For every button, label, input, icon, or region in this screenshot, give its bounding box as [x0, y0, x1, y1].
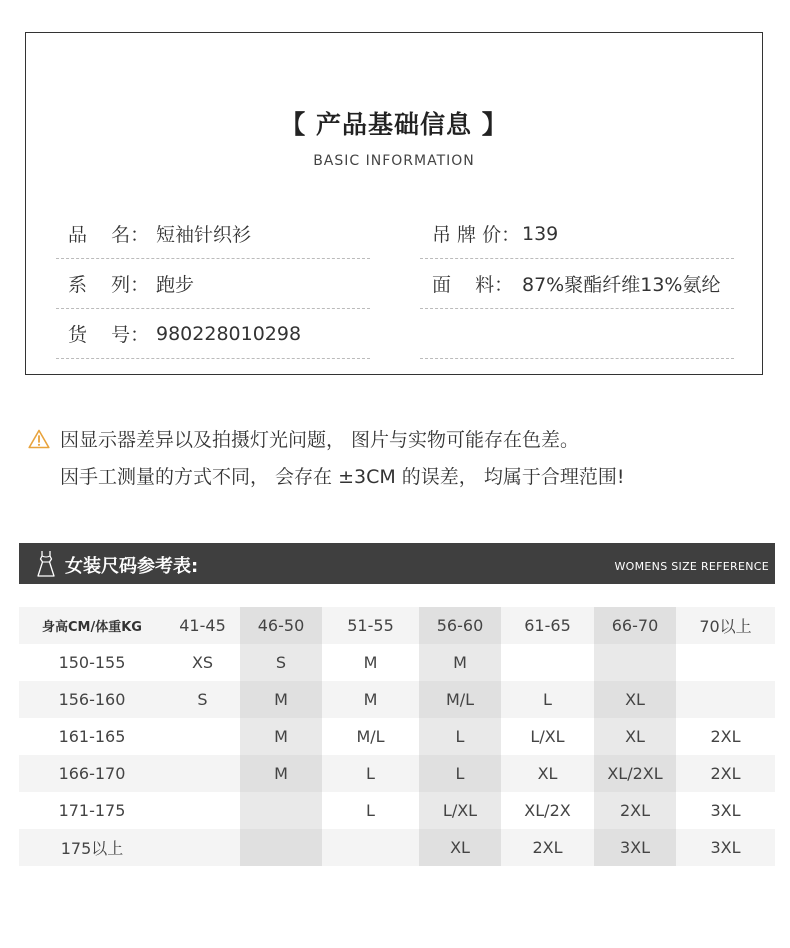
notice-line-2 — [28, 457, 624, 494]
table-cell: 3XL — [710, 838, 741, 857]
table-cell: XS — [191, 653, 214, 672]
table-cell — [165, 755, 240, 792]
info-value: 跑步 — [156, 274, 195, 296]
info-label: 品 名： — [68, 224, 150, 246]
table-cell — [676, 644, 775, 681]
table-header-cell: 46-50 — [240, 607, 322, 644]
size-chart-header-bar — [19, 543, 775, 584]
info-row-fabric — [420, 259, 734, 309]
table-cell: XL — [594, 681, 676, 718]
table-cell: L/XL — [530, 727, 565, 746]
info-row-empty — [420, 309, 734, 359]
info-value: 139 — [522, 222, 559, 245]
table-row — [19, 755, 775, 792]
info-subtitle: BASIC INFORMATION — [313, 153, 475, 169]
table-cell: M — [240, 718, 322, 755]
info-value: 短袖针织衫 — [156, 224, 252, 246]
info-row-name — [56, 209, 370, 259]
info-label: 面 料： — [432, 274, 514, 296]
info-column-right — [420, 209, 734, 359]
notice-line-1 — [28, 420, 624, 457]
table-cell: L — [419, 718, 501, 755]
table-cell: L — [366, 801, 375, 820]
product-info-box — [25, 32, 763, 375]
table-cell: M/L — [419, 681, 501, 718]
info-column-left — [56, 209, 370, 359]
notice-text-2: 因手工测量的方式不同， 会存在 ±3CM 的误差， 均属于合理范围! — [60, 466, 625, 488]
info-label: 系 列： — [68, 274, 150, 296]
size-table-header-row — [19, 607, 775, 644]
table-cell: M — [363, 690, 378, 709]
table-cell: M — [240, 755, 322, 792]
info-title: 【 产品基础信息 】 — [280, 110, 508, 139]
table-cell: 2XL — [710, 727, 741, 746]
table-cell: 166-170 — [58, 764, 126, 783]
table-row — [19, 792, 775, 829]
info-value: 87%聚酯纤维13%氨纶 — [522, 274, 721, 296]
table-cell: M/L — [356, 727, 385, 746]
table-cell: 2XL — [532, 838, 563, 857]
table-cell — [594, 644, 676, 681]
table-cell — [165, 829, 240, 866]
notice-text-1: 因显示器差异以及拍摄灯光问题， 图片与实物可能存在色差。 — [60, 429, 580, 451]
color-difference-notice — [28, 420, 624, 494]
dress-icon — [36, 550, 56, 578]
table-cell — [240, 829, 322, 866]
table-cell: S — [197, 690, 208, 709]
table-cell: XL/2X — [524, 801, 571, 820]
table-row — [19, 681, 775, 718]
table-cell: 156-160 — [58, 690, 126, 709]
warning-triangle-icon — [28, 429, 50, 449]
table-cell: 3XL — [594, 829, 676, 866]
table-cell: 2XL — [710, 764, 741, 783]
info-row-tag-price — [420, 209, 734, 259]
info-row-series — [56, 259, 370, 309]
table-cell: M — [363, 653, 378, 672]
table-cell: XL/2XL — [594, 755, 676, 792]
size-chart-subtitle: WOMENS SIZE REFERENCE — [614, 560, 769, 573]
table-header-cell: 66-70 — [594, 607, 676, 644]
table-cell: 171-175 — [58, 801, 126, 820]
info-label: 货 号： — [68, 324, 150, 346]
table-cell: L/XL — [419, 792, 501, 829]
table-header-cell: 51-55 — [347, 616, 394, 635]
table-cell — [165, 718, 240, 755]
info-value: 980228010298 — [156, 322, 302, 345]
table-cell — [676, 681, 775, 718]
table-cell — [240, 792, 322, 829]
table-cell: L — [419, 755, 501, 792]
size-chart-table — [19, 607, 775, 866]
info-label: 吊 牌 价： — [432, 224, 521, 246]
table-row — [19, 718, 775, 755]
info-row-sku — [56, 309, 370, 359]
table-cell: M — [419, 644, 501, 681]
table-header-cell: 41-45 — [179, 616, 226, 635]
table-cell: M — [240, 681, 322, 718]
table-header-cell: 56-60 — [419, 607, 501, 644]
table-cell: 161-165 — [58, 727, 126, 746]
table-header-cell: 61-65 — [524, 616, 571, 635]
table-cell — [322, 829, 419, 866]
table-cell — [501, 644, 594, 681]
table-row — [19, 829, 775, 866]
table-cell: XL — [419, 829, 501, 866]
table-cell: L — [543, 690, 552, 709]
table-cell — [165, 792, 240, 829]
table-cell: 3XL — [710, 801, 741, 820]
table-cell: 150-155 — [58, 653, 126, 672]
table-cell: L — [366, 764, 375, 783]
table-cell: XL — [537, 764, 558, 783]
table-cell: 2XL — [594, 792, 676, 829]
size-chart-title: 女装尺码参考表: — [65, 556, 199, 577]
table-cell: 175以上 — [60, 839, 124, 858]
table-header-cell: 70以上 — [699, 617, 752, 636]
table-cell: XL — [594, 718, 676, 755]
table-cell: S — [240, 644, 322, 681]
table-row — [19, 644, 775, 681]
table-header-cell: 身高CM/体重KG — [42, 620, 142, 635]
